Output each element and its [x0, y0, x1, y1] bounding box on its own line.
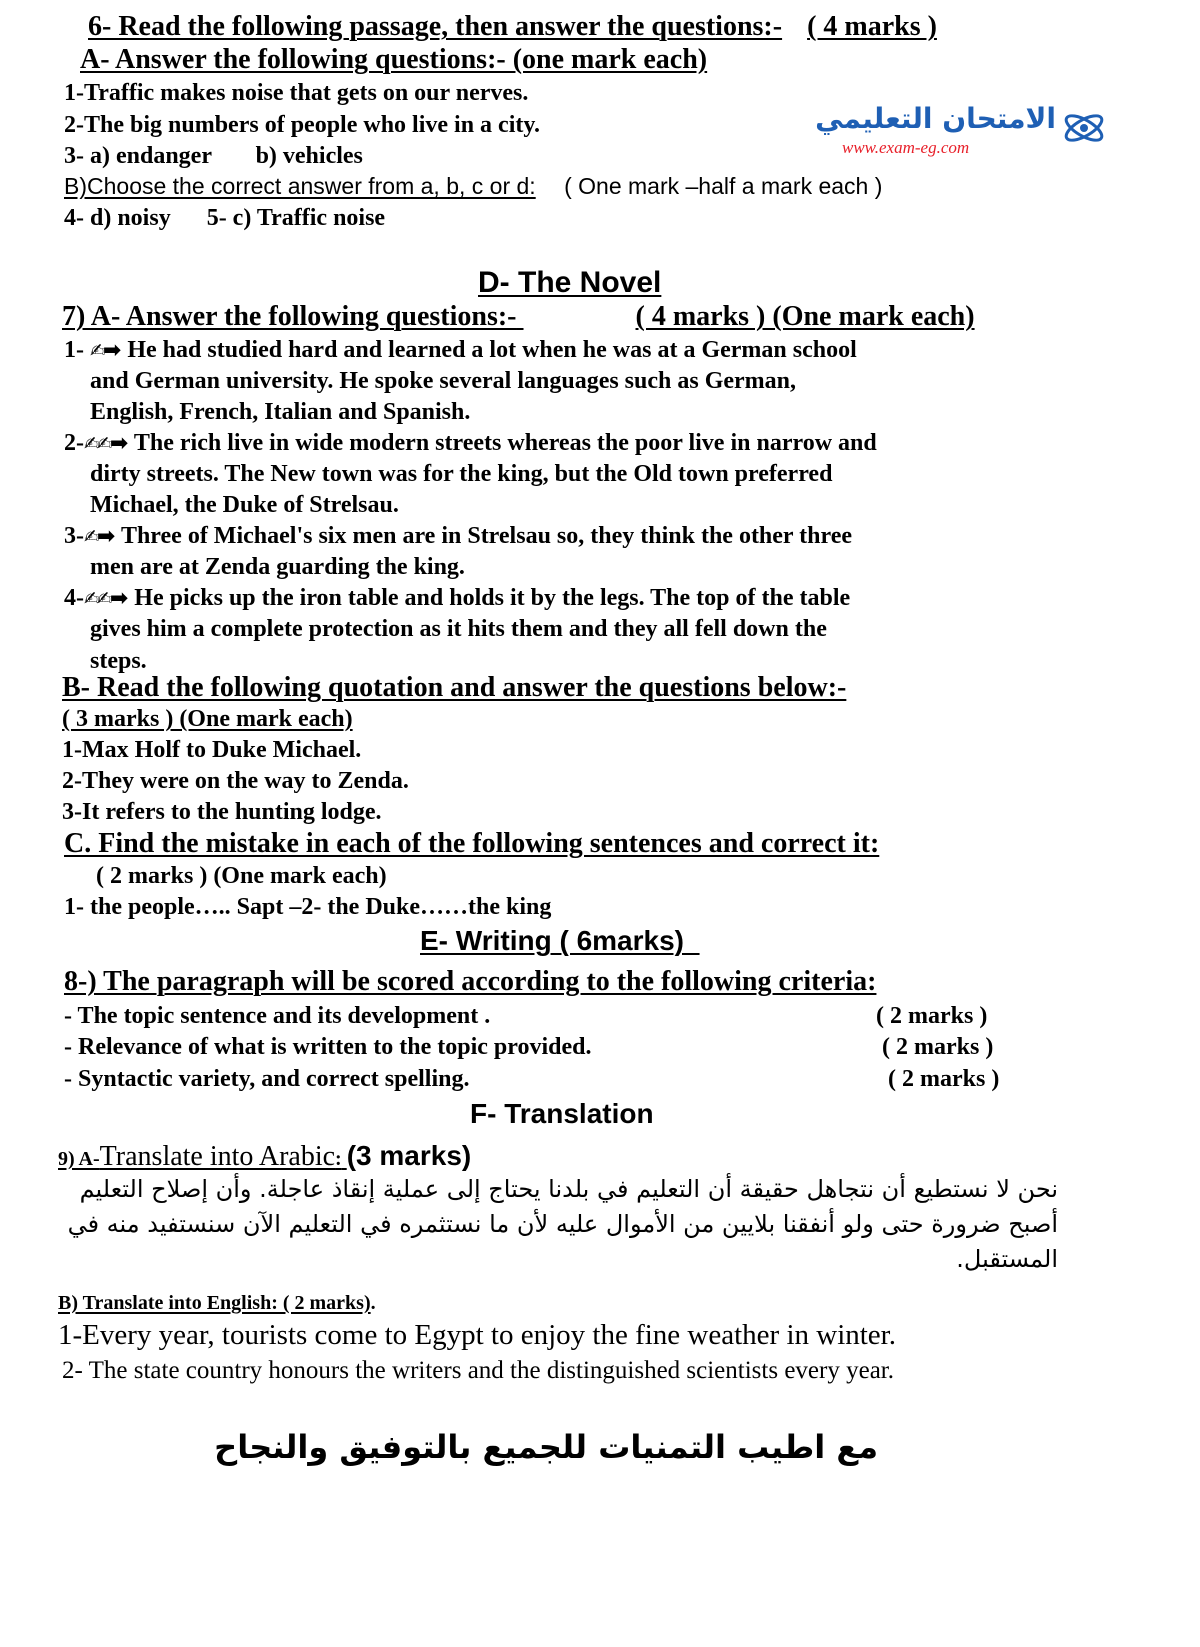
q6-heading-row: [88, 12, 937, 43]
q9a-label: Translate into Arabic: [99, 1141, 336, 1172]
novel-part-c-heading: C. Find the mistake in each of the following sentences and correct it:: [64, 828, 880, 859]
novel-answer-4-line-1: He picks up the iron table and holds it by the legs. The top of the table: [134, 585, 851, 611]
novel-answer-4-number: 4-: [64, 585, 84, 611]
writing-hand-icon: ✍: [84, 526, 97, 548]
q6-answer-3a: 3- a) endanger: [64, 143, 212, 169]
novel-answer-1: [64, 337, 857, 363]
q6-part-b-answers: [64, 205, 385, 231]
q6-answer-4: 4- d) noisy: [64, 205, 171, 231]
criterion-3-marks: ( 2 marks ): [888, 1066, 1000, 1092]
arabic-passage-line-1: نحن لا نستطيع أن نتجاهل حقيقة أن التعليم في بلدنا يحتاج إلى عملية إنقاذ عاجلة. وأن إصلاح التعليم: [79, 1175, 1058, 1203]
q9a-marks: (3 marks): [346, 1140, 472, 1171]
novel-answer-3: [64, 523, 852, 549]
q9a-prefix: 9) A-: [58, 1148, 100, 1170]
q7a-heading: 7) A- Answer the following questions:-: [62, 301, 517, 332]
novel-part-b-answer-3: 3-It refers to the hunting lodge.: [62, 799, 382, 825]
novel-part-b-answer-2: 2-They were on the way to Zenda.: [62, 768, 409, 794]
q9a-colon: :: [335, 1148, 342, 1170]
q6-answer-3b: b) vehicles: [255, 143, 363, 169]
novel-answer-1-line-2: and German university. He spoke several languages such as German,: [90, 368, 797, 394]
criterion-1: - The topic sentence and its development .: [64, 1003, 491, 1029]
novel-answer-4-line-3: steps.: [90, 648, 147, 674]
q6-part-a-heading: A- Answer the following questions:- (one mark each): [80, 44, 708, 75]
novel-answer-2-number: 2-: [64, 430, 84, 456]
q6-part-b-marks: ( One mark –half a mark each ): [564, 173, 883, 199]
q6-part-b-row: [64, 174, 882, 199]
q6-answer-1: 1-Traffic makes noise that gets on our nerves.: [64, 80, 529, 106]
q6-answer-2: 2-The big numbers of people who live in a city.: [64, 112, 541, 138]
q7a-heading-row: [62, 302, 975, 333]
novel-answer-4-line-2: gives him a complete protection as it hits them and they all fell down the: [90, 616, 827, 642]
novel-title: D- The Novel: [478, 266, 662, 299]
novel-answer-2: [64, 430, 877, 456]
q6-answer-3: [64, 143, 363, 169]
criterion-2: - Relevance of what is written to the topic provided.: [64, 1034, 592, 1060]
english-answer-2: 2- The state country honours the writers and the distinguished scientists every year.: [62, 1357, 894, 1384]
arrow-right-icon: ➡: [109, 431, 129, 456]
novel-answer-3-number: 3-: [64, 523, 84, 549]
novel-answer-2-line-1: The rich live in wide modern streets whereas the poor live in narrow and: [133, 430, 877, 456]
site-logo: [815, 102, 1122, 166]
q8-heading: 8-) The paragraph will be scored according to the following criteria:: [64, 966, 877, 997]
arabic-passage-line-3: المستقبل.: [956, 1245, 1058, 1273]
logo-url: www.exam-eg.com: [842, 138, 970, 157]
writing-title-text: E- Writing ( 6marks): [420, 925, 684, 956]
novel-answer-1-number: 1-: [64, 337, 84, 363]
closing-wishes: مع اطيب التمنيات للجميع بالتوفيق والنجاح: [214, 1428, 878, 1466]
writing-hand-icon: ✍: [90, 340, 103, 362]
arrow-right-icon: ➡: [102, 338, 122, 363]
english-answer-1: 1-Every year, tourists come to Egypt to enjoy the fine weather in winter.: [58, 1319, 896, 1351]
novel-part-c-answers: 1- the people….. Sapt –2- the Duke……the king: [64, 894, 552, 920]
q9b-heading-row: [58, 1292, 376, 1314]
novel-answer-1-line-1: He had studied hard and learned a lot when he was at a German school: [127, 337, 857, 363]
novel-answer-2-line-2: dirty streets. The New town was for the king, but the Old town preferred: [90, 461, 833, 487]
novel-part-b-heading: B- Read the following quotation and answer the questions below:-: [62, 672, 847, 703]
arabic-passage-line-2: أصبح ضرورة حتى ولو أنفقنا بلايين من الأموال عليه لأن ما نستثمره في التعليم الآن سنستفيد منه في: [67, 1210, 1058, 1238]
novel-part-b-answer-1: 1-Max Holf to Duke Michael.: [62, 737, 362, 763]
q6-answer-5: 5- c) Traffic noise: [206, 205, 386, 231]
writing-hand-icon: ✍✍: [84, 433, 110, 455]
q9b-dot: .: [370, 1292, 376, 1314]
q9a-heading-row: [58, 1141, 471, 1173]
q9b-heading: B) Translate into English: ( 2 marks): [58, 1292, 371, 1314]
criterion-2-marks: ( 2 marks ): [882, 1034, 994, 1060]
writing-title: [420, 926, 700, 957]
q7a-marks: ( 4 marks ) (One mark each): [635, 301, 975, 332]
logo-arabic: [815, 102, 1056, 135]
q6-part-b-heading: B)Choose the correct answer from a, b, c or d:: [64, 173, 536, 199]
novel-part-c-marks: ( 2 marks ) (One mark each): [96, 863, 387, 889]
q6-marks: ( 4 marks ): [807, 11, 937, 42]
arrow-right-icon: ➡: [109, 586, 129, 611]
translation-title: F- Translation: [470, 1098, 654, 1129]
criterion-1-marks: ( 2 marks ): [876, 1003, 988, 1029]
novel-answer-1-line-3: English, French, Italian and Spanish.: [90, 399, 471, 425]
novel-answer-3-line-1: Three of Michael's six men are in Strelsau so, they think the other three: [120, 523, 853, 549]
novel-answer-4: [64, 585, 850, 611]
arrow-right-icon: ➡: [96, 524, 116, 549]
logo-arabic-text: الامتحان التعليمي: [815, 102, 1056, 135]
writing-hand-icon: ✍✍: [84, 588, 110, 610]
novel-answer-3-line-2: men are at Zenda guarding the king.: [90, 554, 465, 580]
novel-answer-2-line-3: Michael, the Duke of Strelsau.: [90, 492, 399, 518]
q6-heading: 6- Read the following passage, then answer the questions:-: [88, 11, 783, 42]
criterion-3: - Syntactic variety, and correct spelling.: [64, 1066, 470, 1092]
novel-part-b-marks: ( 3 marks ) (One mark each): [62, 706, 353, 732]
